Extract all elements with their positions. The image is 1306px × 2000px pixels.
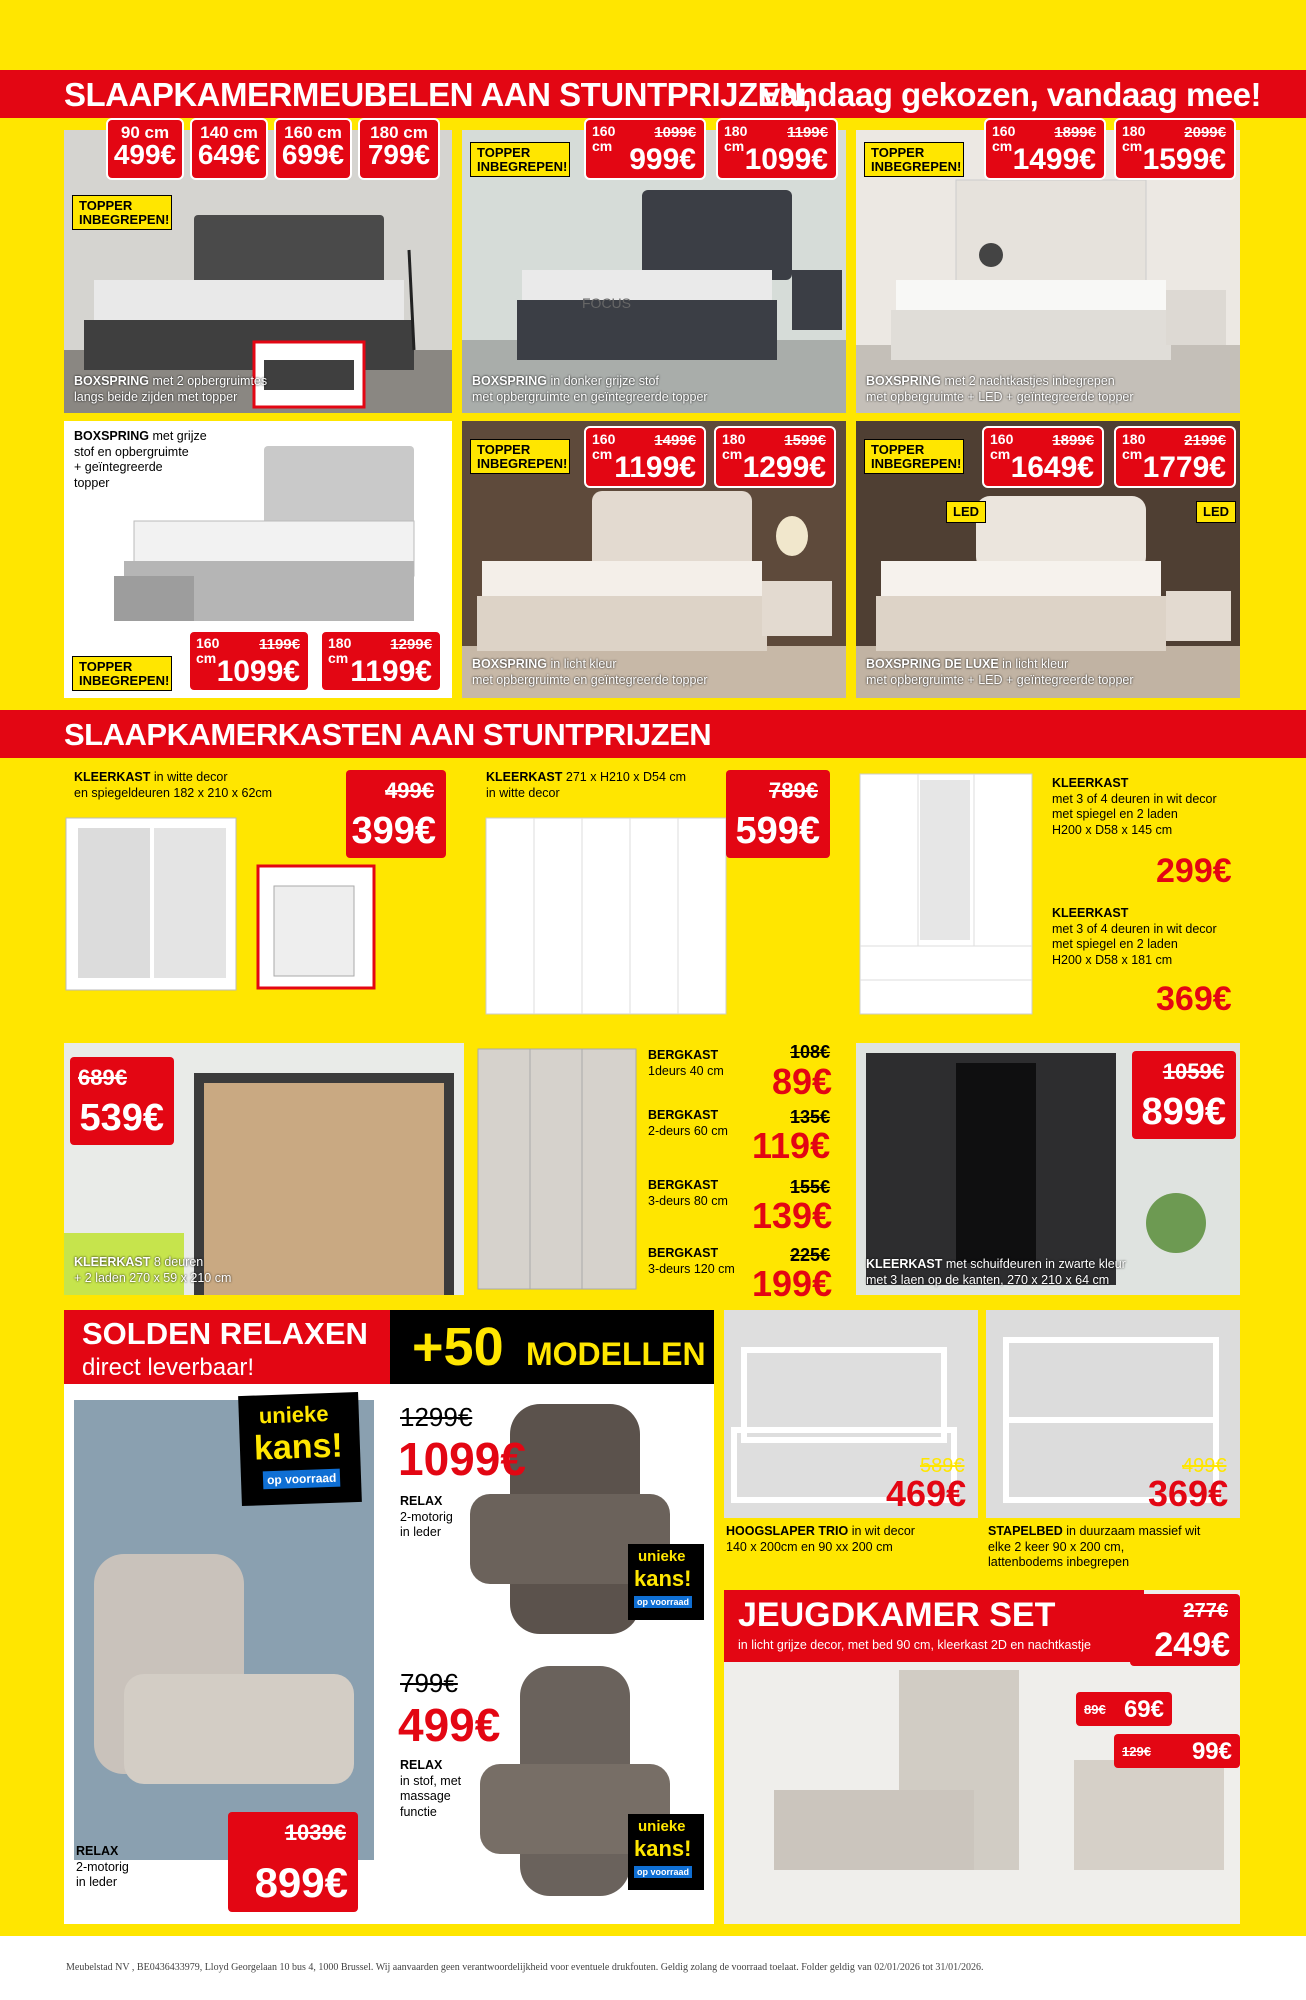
bergkast3-caption <box>648 1178 768 1209</box>
bed1-tag-140 <box>190 118 268 180</box>
bed3-tag2-size: 180 cm <box>1122 123 1146 154</box>
jeugdkamer-price: 249€ <box>1154 1626 1230 1664</box>
bed2-headboard-brand: FOCUS <box>582 295 631 311</box>
wardrobe2-panel <box>474 766 838 1021</box>
bed2-tag2-price: 1099€ <box>744 143 828 176</box>
wardrobe3b-l2: met spiegel en 2 laden <box>1052 937 1178 952</box>
kids2-caption <box>988 1524 1238 1571</box>
bed1-caption-bold: BOXSPRING <box>74 374 150 388</box>
wardrobe6-title: KLEERKAST <box>866 1257 943 1271</box>
relax3-old: 799€ <box>400 1668 458 1698</box>
wardrobe3a-title: KLEERKAST <box>1052 776 1129 790</box>
relax2-badge-l2: kans! <box>634 1566 692 1591</box>
jeugdkamer-extra1 <box>1076 1692 1172 1726</box>
wardrobe3a-l3: H200 x D58 x 145 cm <box>1052 822 1173 837</box>
bed1-tag-90 <box>106 118 184 180</box>
wardrobe4-desc2: + 2 laden 270 x 59 x 210 cm <box>74 1270 232 1285</box>
bed1-caption-text2: langs beide zijden met topper <box>74 389 238 404</box>
bed6-tag1-old: 1899€ <box>1052 432 1094 449</box>
bed5-caption <box>472 657 812 688</box>
relax1-caption <box>76 1844 196 1891</box>
bed2-tag2-size: 180 cm <box>724 123 748 154</box>
jeugdkamer-pricebox <box>1130 1594 1240 1666</box>
bed4-caption-text2: stof en opbergruimte <box>74 444 189 459</box>
bergkast4-caption <box>648 1246 768 1277</box>
models-label: MODELLEN <box>526 1336 706 1372</box>
wardrobe3b-l3: H200 x D58 x 181 cm <box>1052 952 1173 967</box>
bergkast2-price: 119€ <box>752 1125 831 1166</box>
bed5-tag2-old: 1599€ <box>784 432 826 449</box>
jeugdkamer-old: 277€ <box>1183 1600 1228 1622</box>
bed5-caption-bold: BOXSPRING <box>472 657 548 671</box>
wardrobe3-panel <box>856 766 1246 1021</box>
bed1-price-160: 699€ <box>281 139 345 170</box>
relax3-badge <box>628 1814 704 1890</box>
bed6-tag1-size: 160 cm <box>990 431 1014 462</box>
bed2-tag1-price: 999€ <box>629 143 696 176</box>
bed3-tag1-old: 1899€ <box>1054 124 1096 141</box>
models-num: +50 <box>412 1317 504 1377</box>
bed2-tag-180 <box>716 118 838 180</box>
footer-note: Meubelstad NV , BE0436433979, Lloyd Georgelaan 10 bus 4, 1000 Brussel. Wij aanvaarden geen verantwoordelijkheid voor eventuele drukfouten. Geldig zolang de voorraad toelaat. Folder geldig van 02/01/2026 tot 31/01/2026. <box>66 1962 984 1973</box>
wardrobe1-title: KLEERKAST <box>74 770 151 784</box>
wardrobe2-pricebox <box>726 770 830 858</box>
kids1-desc: in wit decor <box>851 1524 915 1538</box>
relax1-price: 899€ <box>254 1859 348 1906</box>
bed4-tag1-price: 1099€ <box>216 655 300 688</box>
kids1-price: 469€ <box>886 1473 967 1514</box>
relax3-badge-l2: kans! <box>634 1836 692 1861</box>
bed6-topper: TOPPER INBEGREPEN! <box>864 439 964 474</box>
wardrobe3a-l1: met 3 of 4 deuren in wit decor <box>1052 791 1217 806</box>
wardrobe6-caption <box>866 1257 1186 1288</box>
relax2-old: 1299€ <box>400 1402 473 1432</box>
kids1-panel <box>724 1310 978 1518</box>
relax2-desc2: in leder <box>400 1525 441 1540</box>
jeugdkamer-extra2 <box>1114 1734 1240 1768</box>
bed1-size-180: 180 cm <box>370 123 428 142</box>
bed6-caption-text2: met opbergruimte + LED + geïntegreerde topper <box>866 672 1134 687</box>
bed6-led-right: LED <box>1196 501 1236 523</box>
relax2-desc: 2-motorig <box>400 1509 453 1524</box>
bed4-tag2-old: 1299€ <box>390 636 432 653</box>
bergkast1-caption <box>648 1048 768 1079</box>
relax1-desc: 2-motorig <box>76 1859 129 1874</box>
bed2-caption-bold: BOXSPRING <box>472 374 548 388</box>
relax3-panel <box>390 1654 714 1924</box>
bed3-tag1-size: 160 cm <box>992 123 1016 154</box>
bergkast1-old: 108€ <box>790 1042 831 1062</box>
bergkast3-desc: 3-deurs 80 cm <box>648 1193 728 1208</box>
bed3-tag-180 <box>1114 118 1236 180</box>
bed2-tag2-old: 1199€ <box>787 124 828 141</box>
kids1-caption <box>726 1524 976 1555</box>
bergkast1-title: BERGKAST <box>648 1048 719 1062</box>
bed2-tag-160 <box>584 118 706 180</box>
bed1-price-180: 799€ <box>367 139 431 170</box>
jeugdkamer-title: JEUGDKAMER SET <box>738 1596 1056 1634</box>
wardrobe4-pricebox <box>70 1057 174 1145</box>
bed6-caption <box>866 657 1226 688</box>
bed5-tag2-price: 1299€ <box>742 451 826 484</box>
kids1-old: 589€ <box>920 1455 965 1477</box>
bed4-topper: TOPPER INBEGREPEN! <box>72 656 172 691</box>
wardrobe1-desc2: en spiegeldeuren 182 x 210 x 62cm <box>74 785 273 800</box>
bed5-caption-text2: met opbergruimte en geïntegreerde topper <box>472 672 708 687</box>
bed1-size-140: 140 cm <box>200 123 258 142</box>
bed1-price-90: 499€ <box>113 139 177 170</box>
wardrobe6-price: 899€ <box>1141 1091 1226 1133</box>
bed1-size-90: 90 cm <box>120 123 170 142</box>
relax3-title: RELAX <box>400 1758 443 1772</box>
relax2-badge-l3: op voorraad <box>634 1596 692 1608</box>
relax1-title: RELAX <box>76 1844 119 1858</box>
wardrobe1-price: 399€ <box>351 810 436 852</box>
wardrobe1-panel <box>64 766 452 1021</box>
bed5-tag1-old: 1499€ <box>654 432 696 449</box>
relax3-desc3: functie <box>400 1804 437 1819</box>
wardrobe4-title: KLEERKAST <box>74 1255 151 1269</box>
bed1-topper: TOPPER INBEGREPEN! <box>72 195 172 230</box>
bed2-topper: TOPPER INBEGREPEN! <box>470 142 570 177</box>
wardrobe4-old: 689€ <box>78 1065 127 1090</box>
bed5-caption-text: in licht kleur <box>550 657 617 671</box>
jeugdkamer-extra2-price: 99€ <box>1191 1738 1232 1765</box>
wardrobe2-price: 599€ <box>735 810 820 852</box>
bed5-tag1-price: 1199€ <box>614 451 696 484</box>
relax1-pricebox <box>228 1812 358 1912</box>
kids2-desc3: lattenbodems inbegrepen <box>988 1555 1130 1570</box>
relax3-desc: in stof, met <box>400 1773 462 1788</box>
bed3-caption-text: met 2 nachtkastjes inbegrepen <box>944 374 1115 388</box>
bergkast2-old: 135€ <box>790 1107 831 1127</box>
wardrobe4-panel <box>64 1043 464 1295</box>
wardrobe1-pricebox <box>346 770 446 858</box>
wardrobe6-old: 1059€ <box>1162 1059 1224 1084</box>
relax-banner-title: SOLDEN RELAXEN <box>82 1316 368 1351</box>
relax3-badge-l3: op voorraad <box>634 1866 692 1878</box>
kids2-title: STAPELBED <box>988 1524 1063 1538</box>
bed3-tag2-old: 2099€ <box>1184 124 1226 141</box>
wardrobe2-old: 789€ <box>769 778 818 803</box>
bed4-tag2-price: 1199€ <box>350 655 432 688</box>
wardrobe3b-l1: met 3 of 4 deuren in wit decor <box>1052 921 1217 936</box>
bergkast4-title: BERGKAST <box>648 1246 719 1260</box>
bed2-caption-text: in donker grijze stof <box>550 374 659 388</box>
bed1-caption <box>74 374 374 405</box>
bed2-tag1-size: 160 cm <box>592 123 616 154</box>
wardrobe4-caption <box>74 1255 314 1286</box>
bed3-tag2-price: 1599€ <box>1142 143 1226 176</box>
bed2-caption <box>472 374 812 405</box>
bed1-price-140: 649€ <box>197 139 261 170</box>
bed5-tag-160 <box>584 426 706 488</box>
kids1-desc2: 140 x 200cm en 90 xx 200 cm <box>726 1539 893 1554</box>
relax1-badge-l3: op voorraad <box>263 1469 341 1490</box>
bed6-tag2-price: 1779€ <box>1142 451 1226 484</box>
wardrobe3b-title: KLEERKAST <box>1052 906 1129 920</box>
bed3-caption-text2: met opbergruimte + LED + geïntegreerde topper <box>866 389 1134 404</box>
bed5-tag1-size: 160 cm <box>592 431 616 462</box>
bed1-tag-180 <box>358 118 440 180</box>
wardrobe3a-caption <box>1052 776 1242 839</box>
wardrobe6-pricebox <box>1132 1051 1236 1139</box>
kids1-title: HOOGSLAPER TRIO <box>726 1524 849 1538</box>
bed3-tag-160 <box>984 118 1106 180</box>
header-title: SLAAPKAMERMEUBELEN AAN STUNTPRIJZEN, <box>64 76 812 113</box>
relax1-badge-l2: kans! <box>253 1426 344 1468</box>
bergkast3-price: 139€ <box>752 1195 833 1236</box>
bergkast4-price: 199€ <box>752 1263 833 1304</box>
bed3-topper: TOPPER INBEGREPEN! <box>864 142 964 177</box>
wardrobe3b-caption <box>1052 906 1242 969</box>
bergkast1-desc: 1deurs 40 cm <box>648 1063 724 1078</box>
relax3-caption <box>400 1758 500 1821</box>
relax1-badge-l1: unieke <box>258 1400 329 1429</box>
relax2-caption <box>400 1494 500 1541</box>
section2-bar <box>0 710 1306 758</box>
wardrobe4-desc: 8 deuren <box>153 1255 204 1269</box>
bed6-tag-160 <box>982 426 1104 488</box>
kids2-desc: in duurzaam massief wit <box>1066 1524 1201 1538</box>
jeugdkamer-desc: in licht grijze decor, met bed 90 cm, kleerkast 2D en nachtkastje <box>738 1638 1091 1652</box>
bed4-tag-160 <box>188 630 310 692</box>
relax1-old: 1039€ <box>284 1820 346 1845</box>
bed6-tag-180 <box>1114 426 1236 488</box>
bed6-caption-bold: BOXSPRING DE LUXE <box>866 657 999 671</box>
jeugdkamer-extra1-price: 69€ <box>1123 1696 1164 1723</box>
bergkast2-caption <box>648 1108 768 1139</box>
bed4-tag2-size: 180 cm <box>328 635 352 666</box>
kids2-panel <box>986 1310 1240 1518</box>
bed6-tag1-price: 1649€ <box>1010 451 1094 484</box>
bed5-topper: TOPPER INBEGREPEN! <box>470 439 570 474</box>
relax2-panel <box>390 1384 714 1654</box>
wardrobe6-panel <box>856 1043 1240 1295</box>
relax2-price: 1099€ <box>398 1433 526 1485</box>
wardrobe2-desc: 271 x H210 x D54 cm <box>565 770 687 784</box>
bed4-tag1-old: 1199€ <box>259 636 300 653</box>
jeugdkamer-extra2-old: 129€ <box>1122 1744 1151 1759</box>
relax-banner <box>64 1310 390 1384</box>
wardrobe3b-price: 369€ <box>1156 980 1232 1018</box>
bed3-tag1-price: 1499€ <box>1012 143 1096 176</box>
bed6-led-left: LED <box>946 501 986 523</box>
wardrobe1-desc: in witte decor <box>153 770 228 784</box>
wardrobe6-desc2: met 3 laen op de kanten, 270 x 210 x 64 cm <box>866 1272 1110 1287</box>
bed2-tag1-old: 1099€ <box>654 124 696 141</box>
relax1-desc2: in leder <box>76 1875 117 1890</box>
wardrobe3a-l2: met spiegel en 2 laden <box>1052 807 1178 822</box>
bed6-tag2-size: 180 cm <box>1122 431 1146 462</box>
models-banner <box>390 1310 714 1384</box>
wardrobe3a-price: 299€ <box>1156 852 1232 890</box>
kids2-old: 499€ <box>1182 1455 1227 1477</box>
bed2-caption-text2: met opbergruimte en geïntegreerde topper <box>472 389 708 404</box>
relax-banner-sub: direct leverbaar! <box>82 1354 255 1381</box>
header-subtitle: vandaag gekozen, vandaag mee! <box>762 76 1262 113</box>
wardrobe2-caption <box>486 770 716 801</box>
wardrobe6-desc: met schuifdeuren in zwarte kleur <box>945 1257 1126 1271</box>
bergkast2-desc: 2-deurs 60 cm <box>648 1123 728 1138</box>
bed1-size-160: 160 cm <box>284 123 342 142</box>
kids2-price: 369€ <box>1148 1473 1229 1514</box>
relax3-desc2: massage <box>400 1789 451 1804</box>
bergkast4-desc: 3-deurs 120 cm <box>648 1261 735 1276</box>
wardrobe4-price: 539€ <box>79 1097 164 1139</box>
bed4-caption-text3: + geïntegreerde <box>74 460 163 475</box>
jeugdkamer-bar <box>724 1590 1144 1662</box>
bed4-caption-text: met grijze <box>152 429 207 443</box>
wardrobe2-desc2: in witte decor <box>486 785 560 800</box>
wardrobe2-title: KLEERKAST <box>486 770 563 784</box>
bergkast2-title: BERGKAST <box>648 1108 719 1122</box>
relax1-panel <box>64 1384 390 1924</box>
bed4-caption-text4: topper <box>74 475 110 490</box>
relax1-badge <box>238 1392 362 1506</box>
header-bar <box>0 70 1306 118</box>
bed4-tag-180 <box>320 630 442 692</box>
bed3-caption-bold: BOXSPRING <box>866 374 942 388</box>
bed4-caption <box>74 429 224 492</box>
bed4-tag1-size: 160 cm <box>196 635 220 666</box>
bed5-tag-180 <box>714 426 836 488</box>
bergkast4-old: 225€ <box>790 1245 831 1265</box>
relax3-badge-l1: unieke <box>638 1818 686 1835</box>
jeugdkamer-extra1-old: 89€ <box>1084 1702 1106 1717</box>
kids2-desc2: elke 2 keer 90 x 200 cm, <box>988 1539 1125 1554</box>
bed1-tag-160 <box>274 118 352 180</box>
bed1-caption-text: met 2 opbergruimtes <box>152 374 268 388</box>
bergkast1-price: 89€ <box>772 1061 833 1102</box>
bergkast3-old: 155€ <box>790 1177 831 1197</box>
bed6-caption-text: in licht kleur <box>1002 657 1069 671</box>
wardrobe1-caption <box>74 770 334 801</box>
bed4-caption-bold: BOXSPRING <box>74 429 150 443</box>
bed6-tag2-old: 2199€ <box>1184 432 1226 449</box>
bed5-tag2-size: 180 cm <box>722 431 746 462</box>
bed3-caption <box>866 374 1226 405</box>
bergkast3-title: BERGKAST <box>648 1178 719 1192</box>
relax2-badge <box>628 1544 704 1620</box>
relax2-badge-l1: unieke <box>638 1548 686 1565</box>
wardrobe1-old: 499€ <box>385 778 434 803</box>
relax3-price: 499€ <box>398 1699 501 1751</box>
relax2-title: RELAX <box>400 1494 443 1508</box>
section2-title: SLAAPKAMERKASTEN AAN STUNTPRIJZEN <box>64 717 712 752</box>
